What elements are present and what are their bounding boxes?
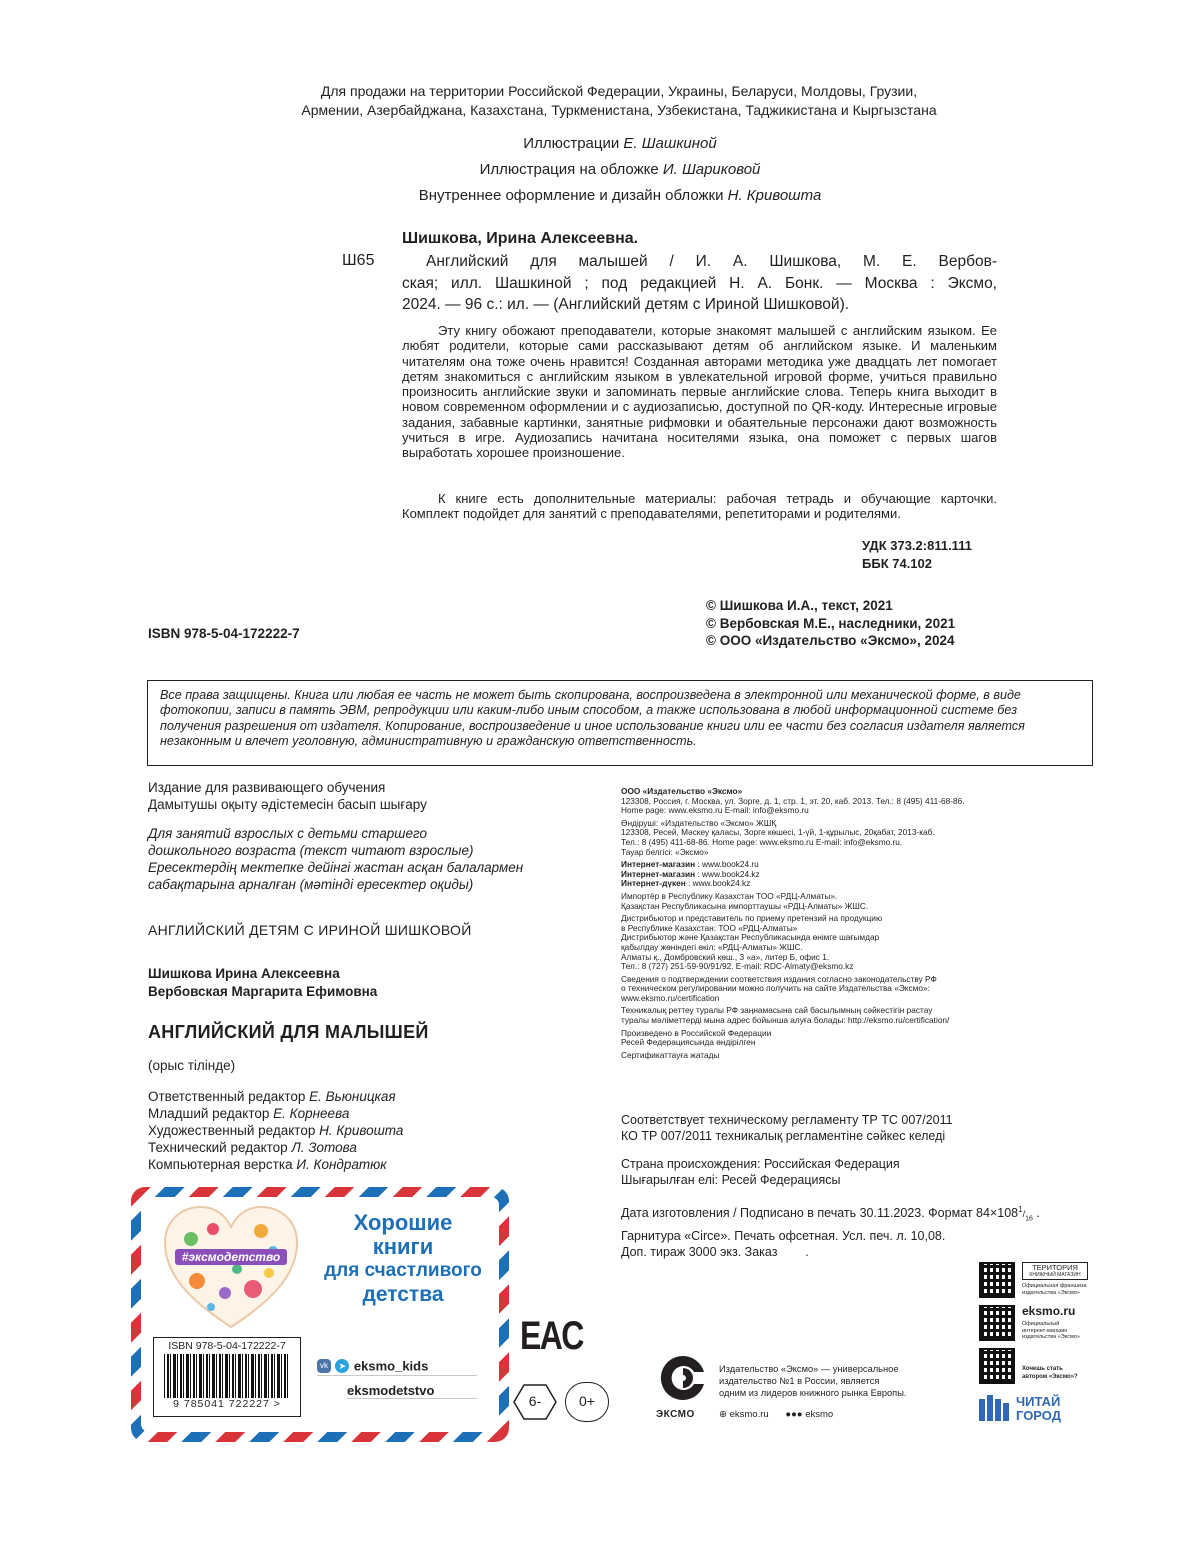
eac-mark: EAC (520, 1314, 583, 1358)
age-stamp-6: 6- (513, 1384, 557, 1420)
origin: Страна происхождения: Российская Федерация Шығарылған елі: Ресей Федерациясы (621, 1157, 900, 1187)
credit-line: Иллюстрация на обложке И. Шариковой (479, 161, 761, 178)
rights-notice-box (147, 680, 1093, 766)
imprint: ООО «Издательство «Эксмо» 123308, Россия, г. Москва, ул. Зорге, д. 1, стр. 1, эт. 20, каб. 2013. Тел.: 8 (495) 411-68-86. Home page: www.eksmo.ru E-mail: info@eksmo.ru Өндіруші: «Издательство «Эксмо» ЖШҚ 123308, Ресей, Мәскеу қаласы, Зорге көшесі, 1-үй, 1-құрылыс, 20қабат, 2013-каб. Тел.: 8 (495) 411-68-86. Home page: www.eksmo.ru E-mail: info@eksmo.ru. Тауар белгісі: «Эксмо» Интернет-магазин : www.book24.ru Интернет-магазин : www.book24.kz Интернет-дүкен : www.book24.kz Импортёр в Республику Казахстан ТОО «РДЦ-Алматы». Қазақстан Республикасына импорттаушы «РДЦ-Алматы» ЖШС. Дистрибьютор и представитель по приему претензий на продукцию в Республике Казахстан: ТОО «РДЦ-Алматы» Дистрибьютор және Қазақстан Республикасында өнімге шағымдар қабылдау жөніндегі өкіл: «РДЦ-Алматы» ЖШС. Алматы қ., Домбровский көш., 3 «а», литер Б, офис 1. Тел.: 8 (727) 251-59-90/91/92. E-mail: RDC-Almaty@eksmo.kz Сведения о подтверждении соответствия издания согласно законодательству РФ о техническом регулировании можно получить на сайте Издательства «Эксмо»: www.eksmo.ru/certification Техникалық реттеу туралы РФ заңнамасына сай басылымның сәйкестігін растау туралы мәліметтерді мына адрес бойынша алуға болады: http://eksmo.ru/certification/ Произведено в Российской Федерации Ресей Федерациясында өндірілген Сертификаттауға жатады (621, 786, 965, 1060)
catalog-author-heading: Шишкова, Ирина Алексеевна. (402, 230, 639, 247)
series-name: АНГЛИЙСКИЙ ДЕТЯМ С ИРИНОЙ ШИШКОВОЙ (148, 922, 472, 938)
staff-line: Художественный редактор Н. Кривошта (148, 1123, 404, 1138)
authors: Шишкова Ирина Алексеевна Вербовская Маргарита Ефимовна (148, 966, 378, 999)
credit-line: Иллюстрации Е. Шашкиной (523, 135, 717, 152)
catalog-code: Ш65 (342, 252, 375, 269)
staff-line: Ответственный редактор Е. Вьюницкая (148, 1089, 396, 1104)
territory-notice (150, 82, 1088, 120)
catalog-annotation: Эту книгу обожают преподаватели, которые знакомят малышей с английским языком. Ее любят родители, которые сами рассказывают детям об английском языке. И маленьким читателям она тоже очень нравится! Созданная авторами методика уже двадцать лет помогает детям знакомиться с английским языком в увлекательной игровой форме, учиться правильно произносить английские звуки и запоминать первые английские слова. Теперь книга выходит в новом современном оформлении и с аудиозаписью, доступной по QR-коду. Интересные игровые задания, забавные картинки, занятные рифмовки и обаятельные персонажи дают возможность учиться в игре. Аудиозапись начитана носителями языка, она поможет с первых шагов выработать хорошее произношение. (402, 323, 997, 461)
social-handle-2: eksmodetstvo (347, 1383, 477, 1399)
classification (862, 537, 972, 573)
udk: УДК 373.2:811.111 (862, 538, 972, 553)
author-call: Хочешь стать автором «Эксмо»? (1022, 1366, 1078, 1380)
chitai-gorod-logo: ЧИТАЙ ГОРОД (1016, 1394, 1062, 1423)
credit-line: Внутреннее оформление и дизайн обложки Н. Кривошта (418, 187, 822, 204)
promo-card (131, 1187, 509, 1442)
staff-line: Технический редактор Л. Зотова (148, 1140, 357, 1155)
globe-icon: ⊕ (719, 1409, 727, 1420)
qr-code-icon[interactable] (979, 1262, 1015, 1298)
barcode-isbn: ISBN 978-5-04-172222-7 (168, 1340, 286, 1352)
audience: Для занятий взрослых с детьми старшего дошкольного возраста (текст читают взрослые) Ересектердің мектепке дейінгі жастан асқан балалармен сабақтарына арналған (мәтінді ересектер оқиды) (148, 826, 524, 892)
telegram-icon: ➤ (335, 1359, 349, 1373)
eksmo-site: eksmo.ru (729, 1409, 769, 1420)
barcode-box (153, 1337, 301, 1417)
copyrights: © Шишкова И.А., текст, 2021 © Вербовская М.Е., наследники, 2021 © ООО «Издательство «Эксмо», 2024 (706, 598, 956, 648)
territory-line: Для продажи на территории Российской Федерации, Украины, Беларуси, Молдовы, Грузии, (320, 83, 918, 99)
teritoria-caption: Официальная франшиза издательства «Эксмо» (1022, 1283, 1087, 1296)
language-note: (орыс тілінде) (148, 1058, 236, 1073)
balloon-icon (189, 1273, 205, 1289)
book-title: АНГЛИЙСКИЙ ДЛЯ МАЛЫШЕЙ (148, 1022, 429, 1042)
barcode-digits: 9 785041 722227 > (173, 1398, 281, 1410)
social-row-1 (317, 1357, 477, 1376)
isbn: ISBN 978-5-04-172222-7 (148, 626, 300, 641)
chitai-gorod-icon (979, 1395, 1019, 1423)
promo-slogan: Хорошие книги для счастливого детства (324, 1210, 482, 1306)
age-stamp-0: 0+ (565, 1382, 609, 1422)
rights-notice: Все права защищены. Книга или любая ее часть не может быть скопирована, воспроизведена в электронной или механической форме, в виде фотокопии, записи в память ЭВМ, репродукции или каким-либо иным способом, а также использована в любой информационной системе без получения разрешения от издателя. Копирование, воспроизведение и иное использование книги или ее части без согласия издателя является незаконным и влечет уголовную, административную и гражданскую ответственность. (160, 688, 1025, 749)
eksmo-social: eksmo (805, 1409, 834, 1420)
vk-icon: vk (317, 1359, 331, 1373)
barcode (164, 1354, 290, 1398)
qr-code-icon[interactable] (979, 1305, 1015, 1341)
teritoria-logo: ТЕРИТОРИЯ КНИЖНЫЙ МАГАЗИН (1022, 1262, 1088, 1280)
eksmo-links (719, 1409, 833, 1420)
eksmo-ru-label: eksmo.ru (1022, 1304, 1076, 1318)
hashtag-label: #эксмодетство (175, 1249, 287, 1265)
staff-line: Компьютерная верстка И. Кондратюк (148, 1157, 387, 1172)
eksmo-ru-caption: Официальный интернет-магазин издательства «Эксмо» (1022, 1321, 1080, 1340)
bbk: ББК 74.102 (862, 556, 932, 571)
eksmo-about: Издательство «Эксмо» — универсальное издательство №1 в России, является одним из лидеров книжного рынка Европы. (719, 1364, 907, 1398)
eksmo-logo-icon (660, 1354, 706, 1402)
editorial-staff (148, 1088, 403, 1173)
eksmo-logo-text: ЭКСМО (656, 1409, 695, 1420)
regulation: Соответствует техническому регламенту ТР ТС 007/2011 КО ТР 007/2011 техникалық регламентіне сәйкес келеді (621, 1113, 953, 1143)
territory-line: Армении, Азербайджана, Казахстана, Туркменистана, Узбекистана, Таджикистана и Кыргызстана (301, 102, 937, 118)
catalog-biblio: Английский для малышей / И. А. Шишкова, М. Е. Вербов- ская; илл. Шашкиной ; под редакцией Н. А. Бонк. — Москва : Эксмо, 2024. — 96 с.: ил. — (Английский детям с Ириной Шишковой). (402, 253, 997, 313)
catalog-annotation-2: К книге есть дополнительные материалы: рабочая тетрадь и обучающие карточки. Комплект подойдет для занятий с преподавателями, репетиторами и родителями. (402, 491, 997, 522)
social-handle-1: eksmo_kids (353, 1358, 429, 1374)
heart-illustration (161, 1203, 301, 1331)
credits (300, 131, 940, 209)
leaf-icon (184, 1232, 198, 1246)
qr-code-icon[interactable] (979, 1348, 1015, 1384)
social-icons: ●●● (785, 1409, 803, 1420)
print-info: Дата изготовления / Подписано в печать 30.11.2023. Формат $84\times 108^1/_{16}$ . Гарнитура «Circe». Печать офсетная. Усл. печ. л. 10,08. Доп. тираж 3000 экз. Заказ . (621, 1205, 1040, 1259)
promo-card-inner (141, 1197, 499, 1432)
staff-line: Младший редактор Е. Корнеева (148, 1106, 350, 1121)
edition-type: Издание для развивающего обучения Дамытушы оқыту әдістемесін басып шығару (148, 780, 427, 812)
